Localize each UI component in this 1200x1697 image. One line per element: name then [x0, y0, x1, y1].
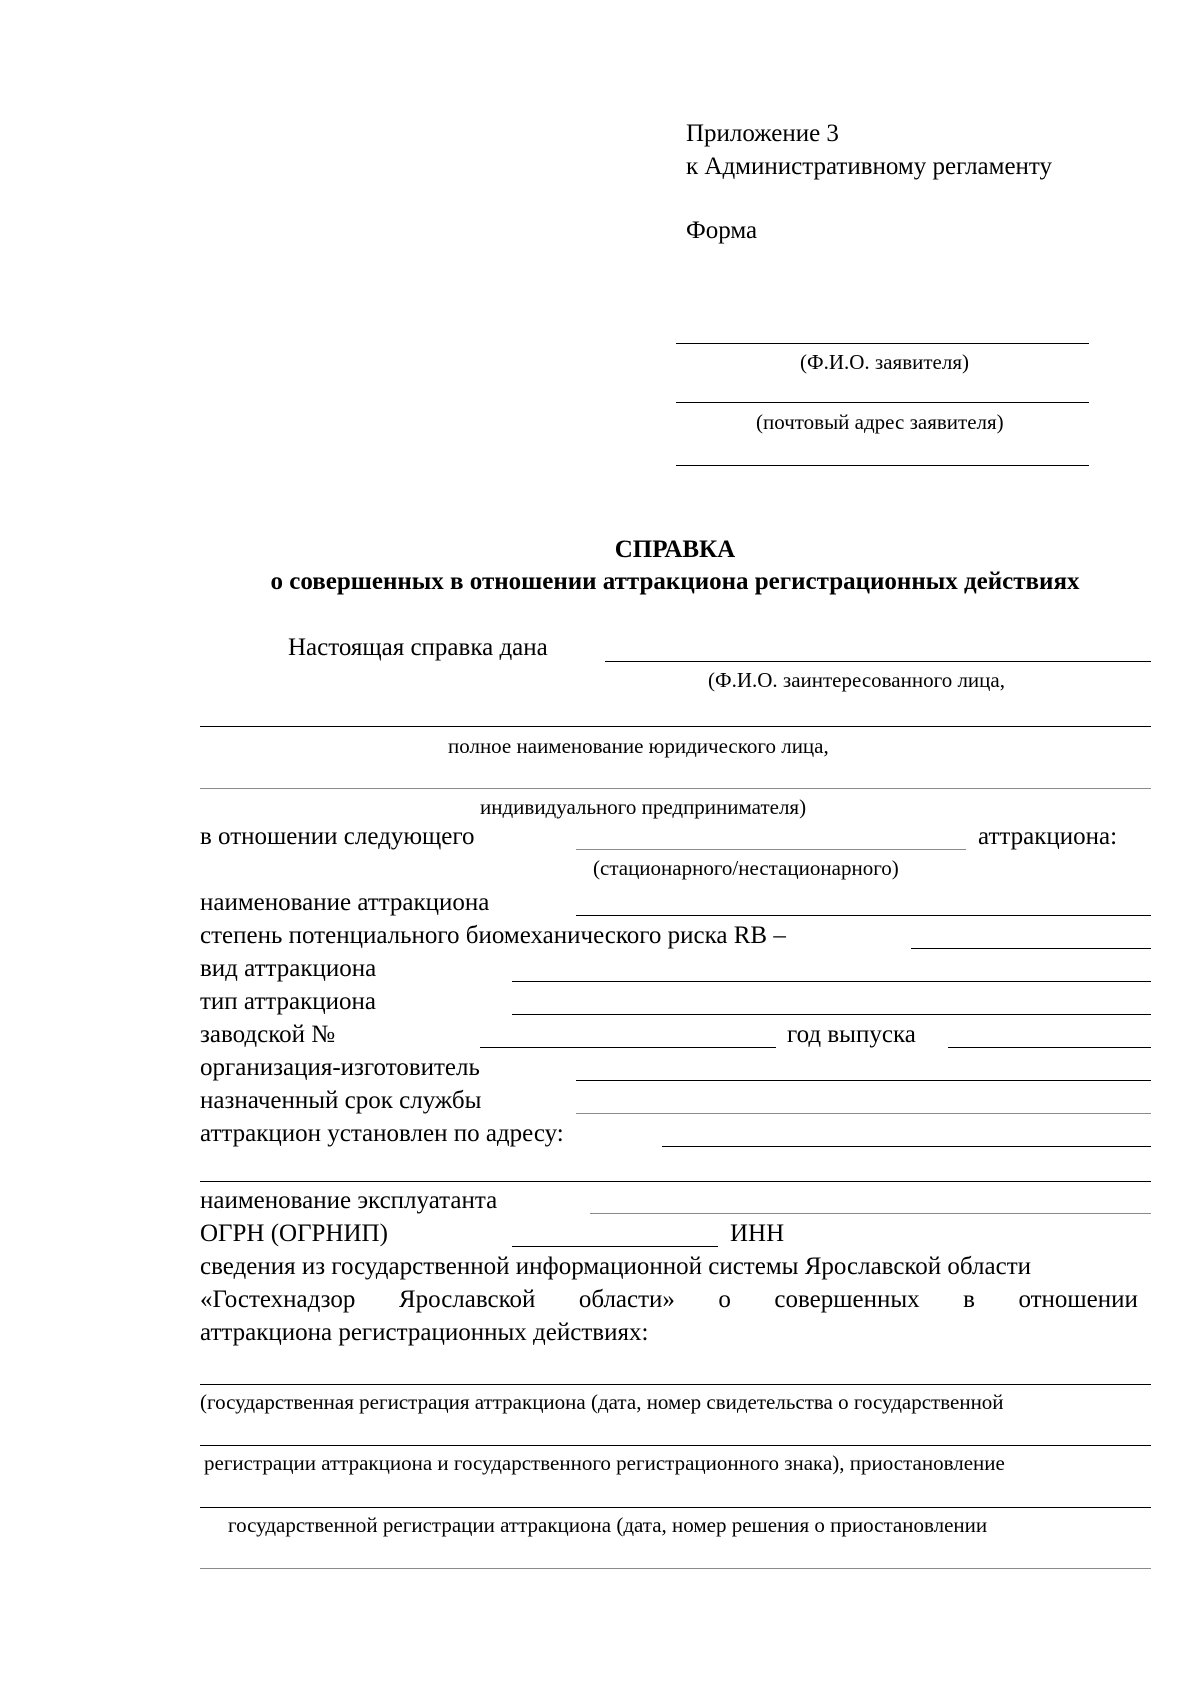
registration-caption-1: (государственная регистрация аттракциона (дата, номер свидетельства о государственной [200, 1390, 1004, 1414]
form-label: Форма [686, 217, 758, 244]
info-word: отношении [1018, 1286, 1138, 1313]
info-line-1: сведения из государственной информационной системы Ярославской области [200, 1253, 1031, 1280]
info-word: о [718, 1286, 731, 1313]
entrepreneur-line[interactable] [200, 788, 1151, 789]
stationary-caption: (стационарного/нестационарного) [593, 856, 899, 880]
applicant-address-caption: (почтовый адрес заявителя) [756, 410, 1004, 434]
document-subtitle: о совершенных в отношении аттракциона регистрационных действиях [270, 568, 1080, 595]
registration-line-4[interactable] [200, 1568, 1151, 1569]
registration-line-2[interactable] [200, 1445, 1151, 1446]
attraction-type-line[interactable] [512, 1014, 1151, 1015]
info-word: «Гостехнадзор [200, 1286, 356, 1313]
interested-person-caption: (Ф.И.О. заинтересованного лица, [708, 668, 1005, 692]
info-word: совершенных [774, 1286, 920, 1313]
manufacturer-label: организация-изготовитель [200, 1054, 480, 1081]
stationary-line[interactable] [576, 849, 966, 850]
regulation-label: к Административному регламенту [686, 153, 1053, 180]
attraction-kind-line[interactable] [512, 981, 1151, 982]
attraction-kind-label: вид аттракциона [200, 955, 377, 982]
legal-name-line[interactable] [200, 726, 1151, 727]
risk-degree-label: степень потенциального биомеханического риска RB – [200, 922, 786, 949]
registration-line-3[interactable] [200, 1507, 1151, 1508]
serial-no-label: заводской № [200, 1021, 336, 1048]
registration-caption-3: государственной регистрации аттракциона (дата, номер решения о приостановлении [228, 1513, 988, 1537]
manufacturer-line[interactable] [576, 1080, 1151, 1081]
info-word: Ярославской [398, 1286, 536, 1313]
info-word: области» [578, 1286, 675, 1313]
address-continuation-line[interactable] [200, 1181, 1151, 1182]
risk-degree-line[interactable] [911, 948, 1151, 949]
info-line-2 [200, 1285, 1138, 1315]
operator-line[interactable] [590, 1213, 1151, 1214]
entrepreneur-caption: индивидуального предпринимателя) [480, 795, 807, 819]
ogrn-label: ОГРН (ОГРНИП) [200, 1220, 388, 1247]
applicant-extra-line[interactable] [676, 465, 1089, 466]
ogrn-line[interactable] [512, 1246, 718, 1247]
attraction-name-line[interactable] [576, 915, 1151, 916]
registration-line-1[interactable] [200, 1384, 1151, 1385]
service-life-line[interactable] [576, 1113, 1151, 1114]
attraction-suffix: аттракциона: [978, 823, 1118, 850]
info-line-3: аттракциона регистрационных действиях: [200, 1319, 649, 1346]
applicant-address-line[interactable] [676, 402, 1089, 403]
attraction-name-label: наименование аттракциона [200, 889, 490, 916]
address-label: аттракцион установлен по адресу: [200, 1120, 564, 1147]
interested-person-line[interactable] [605, 661, 1151, 662]
service-life-label: назначенный срок службы [200, 1087, 482, 1114]
attraction-type-label: тип аттракциона [200, 988, 377, 1015]
info-word: в [963, 1286, 975, 1313]
legal-name-caption: полное наименование юридического лица, [448, 734, 829, 758]
applicant-fio-line[interactable] [676, 343, 1089, 344]
year-label: год выпуска [787, 1021, 916, 1048]
year-line[interactable] [948, 1047, 1151, 1048]
operator-label: наименование эксплуатанта [200, 1187, 498, 1214]
address-line[interactable] [662, 1146, 1151, 1147]
regarding-label: в отношении следующего [200, 823, 475, 850]
applicant-fio-caption: (Ф.И.О. заявителя) [800, 350, 969, 374]
issued-to-label: Настоящая справка дана [288, 634, 548, 661]
document-title: СПРАВКА [614, 536, 736, 563]
inn-label: ИНН [730, 1220, 785, 1247]
appendix-label: Приложение 3 [686, 120, 839, 147]
registration-caption-2: регистрации аттракциона и государственного регистрационного знака), приостановление [204, 1451, 1005, 1475]
serial-no-line[interactable] [480, 1047, 776, 1048]
